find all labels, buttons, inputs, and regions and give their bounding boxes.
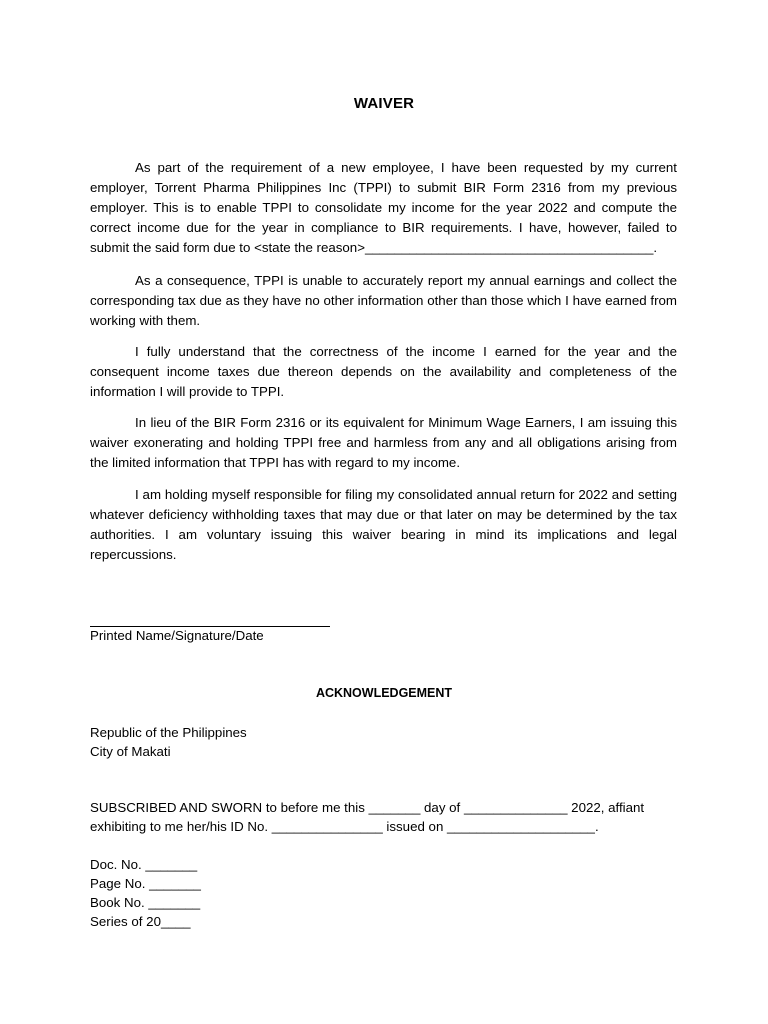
paragraph-waiver xyxy=(90,413,677,473)
sworn-line-2: exhibiting to me her/his ID No. _______________ issued on ____________________. xyxy=(90,819,599,834)
page-no: Page No. _______ xyxy=(90,876,201,891)
book-no: Book No. _______ xyxy=(90,895,201,910)
paragraph-responsibility xyxy=(90,485,677,565)
paragraph-consequence xyxy=(90,271,677,331)
paragraph-text: I fully understand that the correctness of the income I earned for the year and the consequent income taxes due thereon depends on the availability and completeness of the information I will provide to TPPI. xyxy=(90,344,677,399)
venue-block xyxy=(90,723,247,761)
series: Series of 20____ xyxy=(90,914,191,929)
sworn-line-1: SUBSCRIBED AND SWORN to before me this _______ day of ______________ 2022, affiant xyxy=(90,800,645,815)
signature-label: Printed Name/Signature/Date xyxy=(90,628,264,643)
doc-no: Doc. No. _______ xyxy=(90,857,198,872)
paragraph-text: I am holding myself responsible for filing my consolidated annual return for 2022 and setting whatever deficiency withholding taxes that may due or that later on may be determined by the tax authorities. I am voluntary issuing this waiver bearing in mind its implications and legal repercussions. xyxy=(90,487,677,562)
document-title: WAIVER xyxy=(353,95,415,112)
sworn-block xyxy=(90,798,644,836)
paragraph-text: As a consequence, TPPI is unable to accurately report my annual earnings and collect the corresponding tax due as they have no other information other than those which I have earned from working with them. xyxy=(90,273,677,328)
notarial-register-block xyxy=(90,855,201,931)
paragraph-requirement xyxy=(90,158,677,258)
signature-line xyxy=(90,626,330,627)
venue-city: City of Makati xyxy=(90,744,171,759)
paragraph-text: In lieu of the BIR Form 2316 or its equivalent for Minimum Wage Earners, I am issuing this waiver exonerating and holding TPPI free and harmless from any and all obligations arising from the limited information that TPPI has with regard to my income. xyxy=(90,415,677,470)
venue-country: Republic of the Philippines xyxy=(90,725,247,740)
paragraph-understanding xyxy=(90,342,677,402)
acknowledgement-title: ACKNOWLEDGEMENT xyxy=(315,686,453,700)
paragraph-text: As part of the requirement of a new employee, I have been requested by my current employer, Torrent Pharma Philippines Inc (TPPI) to submit BIR Form 2316 from my previous employer. This is to enable TPPI to consolidate my income for the year 2022 and compute the correct income due for the year in compliance to BIR requirements. I have, however, failed to submit the said form due to <state the reason>_______________________________________. xyxy=(90,160,677,255)
